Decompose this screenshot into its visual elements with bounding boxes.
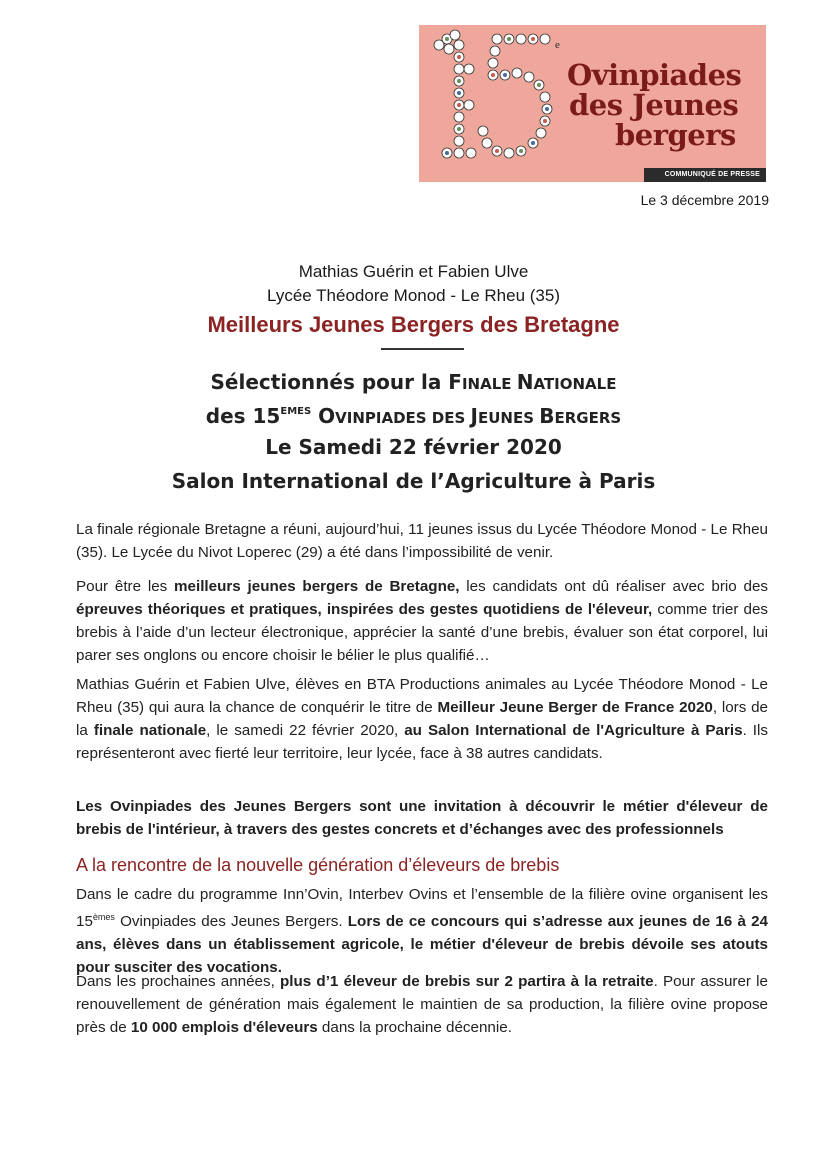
sheep-illustration	[419, 25, 569, 182]
title-divider	[381, 348, 464, 350]
banner-line-3: bergers	[615, 118, 736, 152]
ovinpiades-banner	[419, 25, 766, 182]
paragraph-renewal: Dans les prochaines années, plus d’1 éleveur de brebis sur 2 partira à la retraite. Pour assurer le renouvellement de génération mais également le maintien de sa production, la filière ovine propose près de 10 000 emplois d'éleveurs dans la prochaine décennie.	[76, 973, 768, 1036]
paragraph-regional-final: La finale régionale Bretagne a réuni, aujourd’hui, 11 jeunes issus du Lycée Théodore Monod - Le Rheu (35). Le Lycée du Nivot Loperec (29) a été dans l’impossibilité de venir.	[76, 521, 768, 561]
headline-line-1: Sélectionnés pour la FINALE NATIONALE	[210, 370, 617, 394]
school-name: Lycée Théodore Monod - Le Rheu (35)	[267, 286, 560, 305]
banner-line-1: Ovinpiades	[567, 58, 742, 92]
section-heading: A la rencontre de la nouvelle génération d’éleveurs de brebis	[76, 855, 560, 875]
award-title: Meilleurs Jeunes Bergers des Bretagne	[207, 312, 620, 337]
paragraph-program: Dans le cadre du programme Inn’Ovin, Interbev Ovins et l’ensemble de la filière ovine organisent les 15èmes Ovinpiades des Jeunes Bergers. Lors de ce concours qui s’adresse aux jeunes de 16 à 24 ans, élèves dans un établissement agricole, le métier d'éleveur de brebis dévoile ses atouts pour susciter des vocations.	[76, 886, 768, 976]
paragraph-finalists: Mathias Guérin et Fabien Ulve, élèves en BTA Productions animales au Lycée Théodore Monod - Le Rheu (35) qui aura la chance de conquérir le titre de Meilleur Jeune Berger de France 2020, lors de la finale nationale, le samedi 22 février 2020, au Salon International de l'Agriculture à Paris. Ils représenteront avec fierté leur territoire, leur lycée, face à 38 autres candidats.	[76, 676, 768, 762]
paragraph-invitation: Les Ovinpiades des Jeunes Bergers sont une invitation à découvrir le métier d'éleveur de brebis de l'intérieur, à travers des gestes concrets et d’échanges avec des professionnels	[76, 798, 768, 838]
headline-date: Le Samedi 22 février 2020	[265, 435, 562, 459]
winner-names: Mathias Guérin et Fabien Ulve	[298, 262, 529, 281]
banner-line-2: des Jeunes	[569, 88, 739, 122]
headline-venue: Salon International de l’Agriculture à Paris	[171, 469, 656, 493]
headline-line-2: des 15EMES OVINPIADES DES JEUNES BERGERS	[205, 404, 622, 428]
release-date: Le 3 décembre 2019	[640, 192, 769, 208]
paragraph-events: Pour être les meilleurs jeunes bergers de Bretagne, les candidats ont dû réaliser avec brio des épreuves théoriques et pratiques, inspirées des gestes quotidiens de l'éleveur, comme trier des brebis à l’aide d’un lecteur électronique, apprécier la santé d’une brebis, évaluer son état corporel, lui parer ses onglons ou encore choisir le bélier le plus qualifié…	[76, 578, 768, 664]
press-release-strip: COMMUNIQUÉ DE PRESSE	[644, 168, 766, 182]
banner-superscript: e	[555, 39, 560, 51]
